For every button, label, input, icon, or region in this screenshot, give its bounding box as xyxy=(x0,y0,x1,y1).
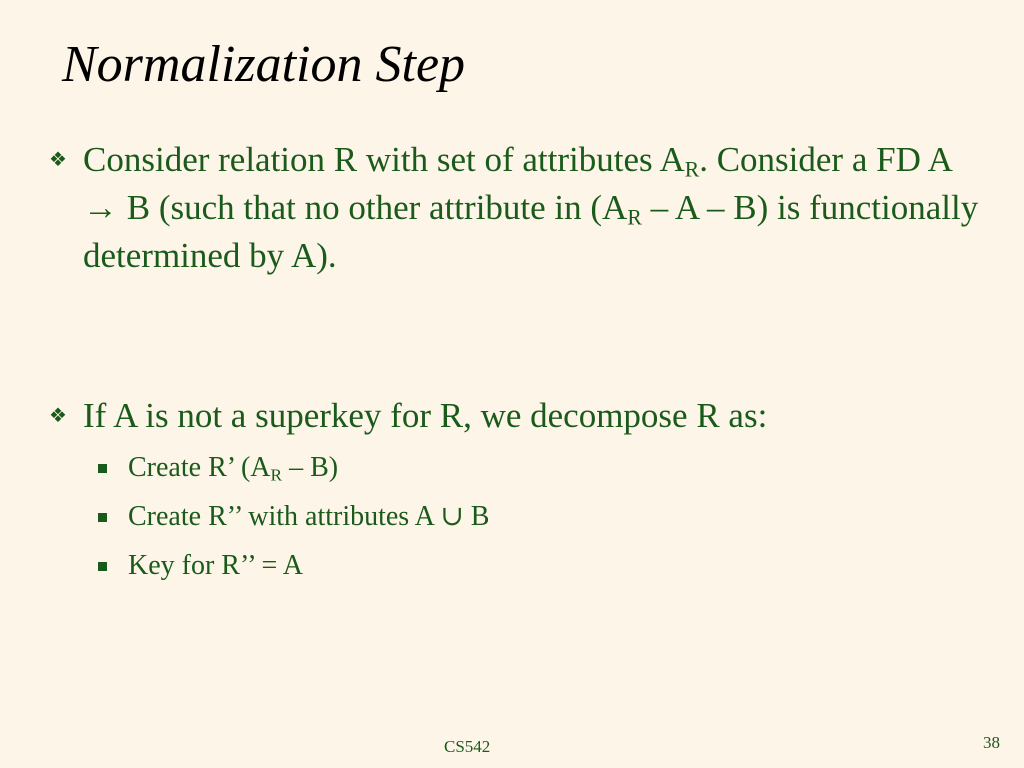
subitem1-subscript: R xyxy=(270,465,283,485)
subitem-key-for-r: Key for R’’ = A xyxy=(128,550,303,581)
diamond-bullet-icon: ❖ xyxy=(49,405,67,427)
square-bullet-icon xyxy=(98,562,107,571)
subitem-create-r-double-prime: Create R’’ with attributes A ∪ B xyxy=(128,501,490,532)
bullet1-text-1: Consider relation R with set of attributes A xyxy=(83,140,685,179)
bullet1-subscript-2: R xyxy=(627,205,642,230)
slide-title: Normalization Step xyxy=(62,36,466,93)
square-bullet-icon xyxy=(98,513,107,522)
page-number: 38 xyxy=(983,733,1000,752)
subitem-create-r-prime xyxy=(128,450,828,486)
footer-course-code: CS542 xyxy=(444,737,491,756)
subitem1-text-1: Create R’ (A xyxy=(128,452,271,483)
bullet-consider-relation xyxy=(83,136,983,280)
bullet-decompose: If A is not a superkey for R, we decompose R as: xyxy=(83,396,768,435)
bullet1-subscript-1: R xyxy=(684,157,700,182)
subitem1-text-2: – B) xyxy=(282,452,339,483)
bullet1-text-3: – A – B) is functionally determined by A). xyxy=(83,188,979,275)
square-bullet-icon xyxy=(98,464,107,473)
diamond-bullet-icon: ❖ xyxy=(49,149,67,171)
bullet1-text-2: . Consider a FD A → B (such that no other attribute in (A xyxy=(83,140,952,227)
